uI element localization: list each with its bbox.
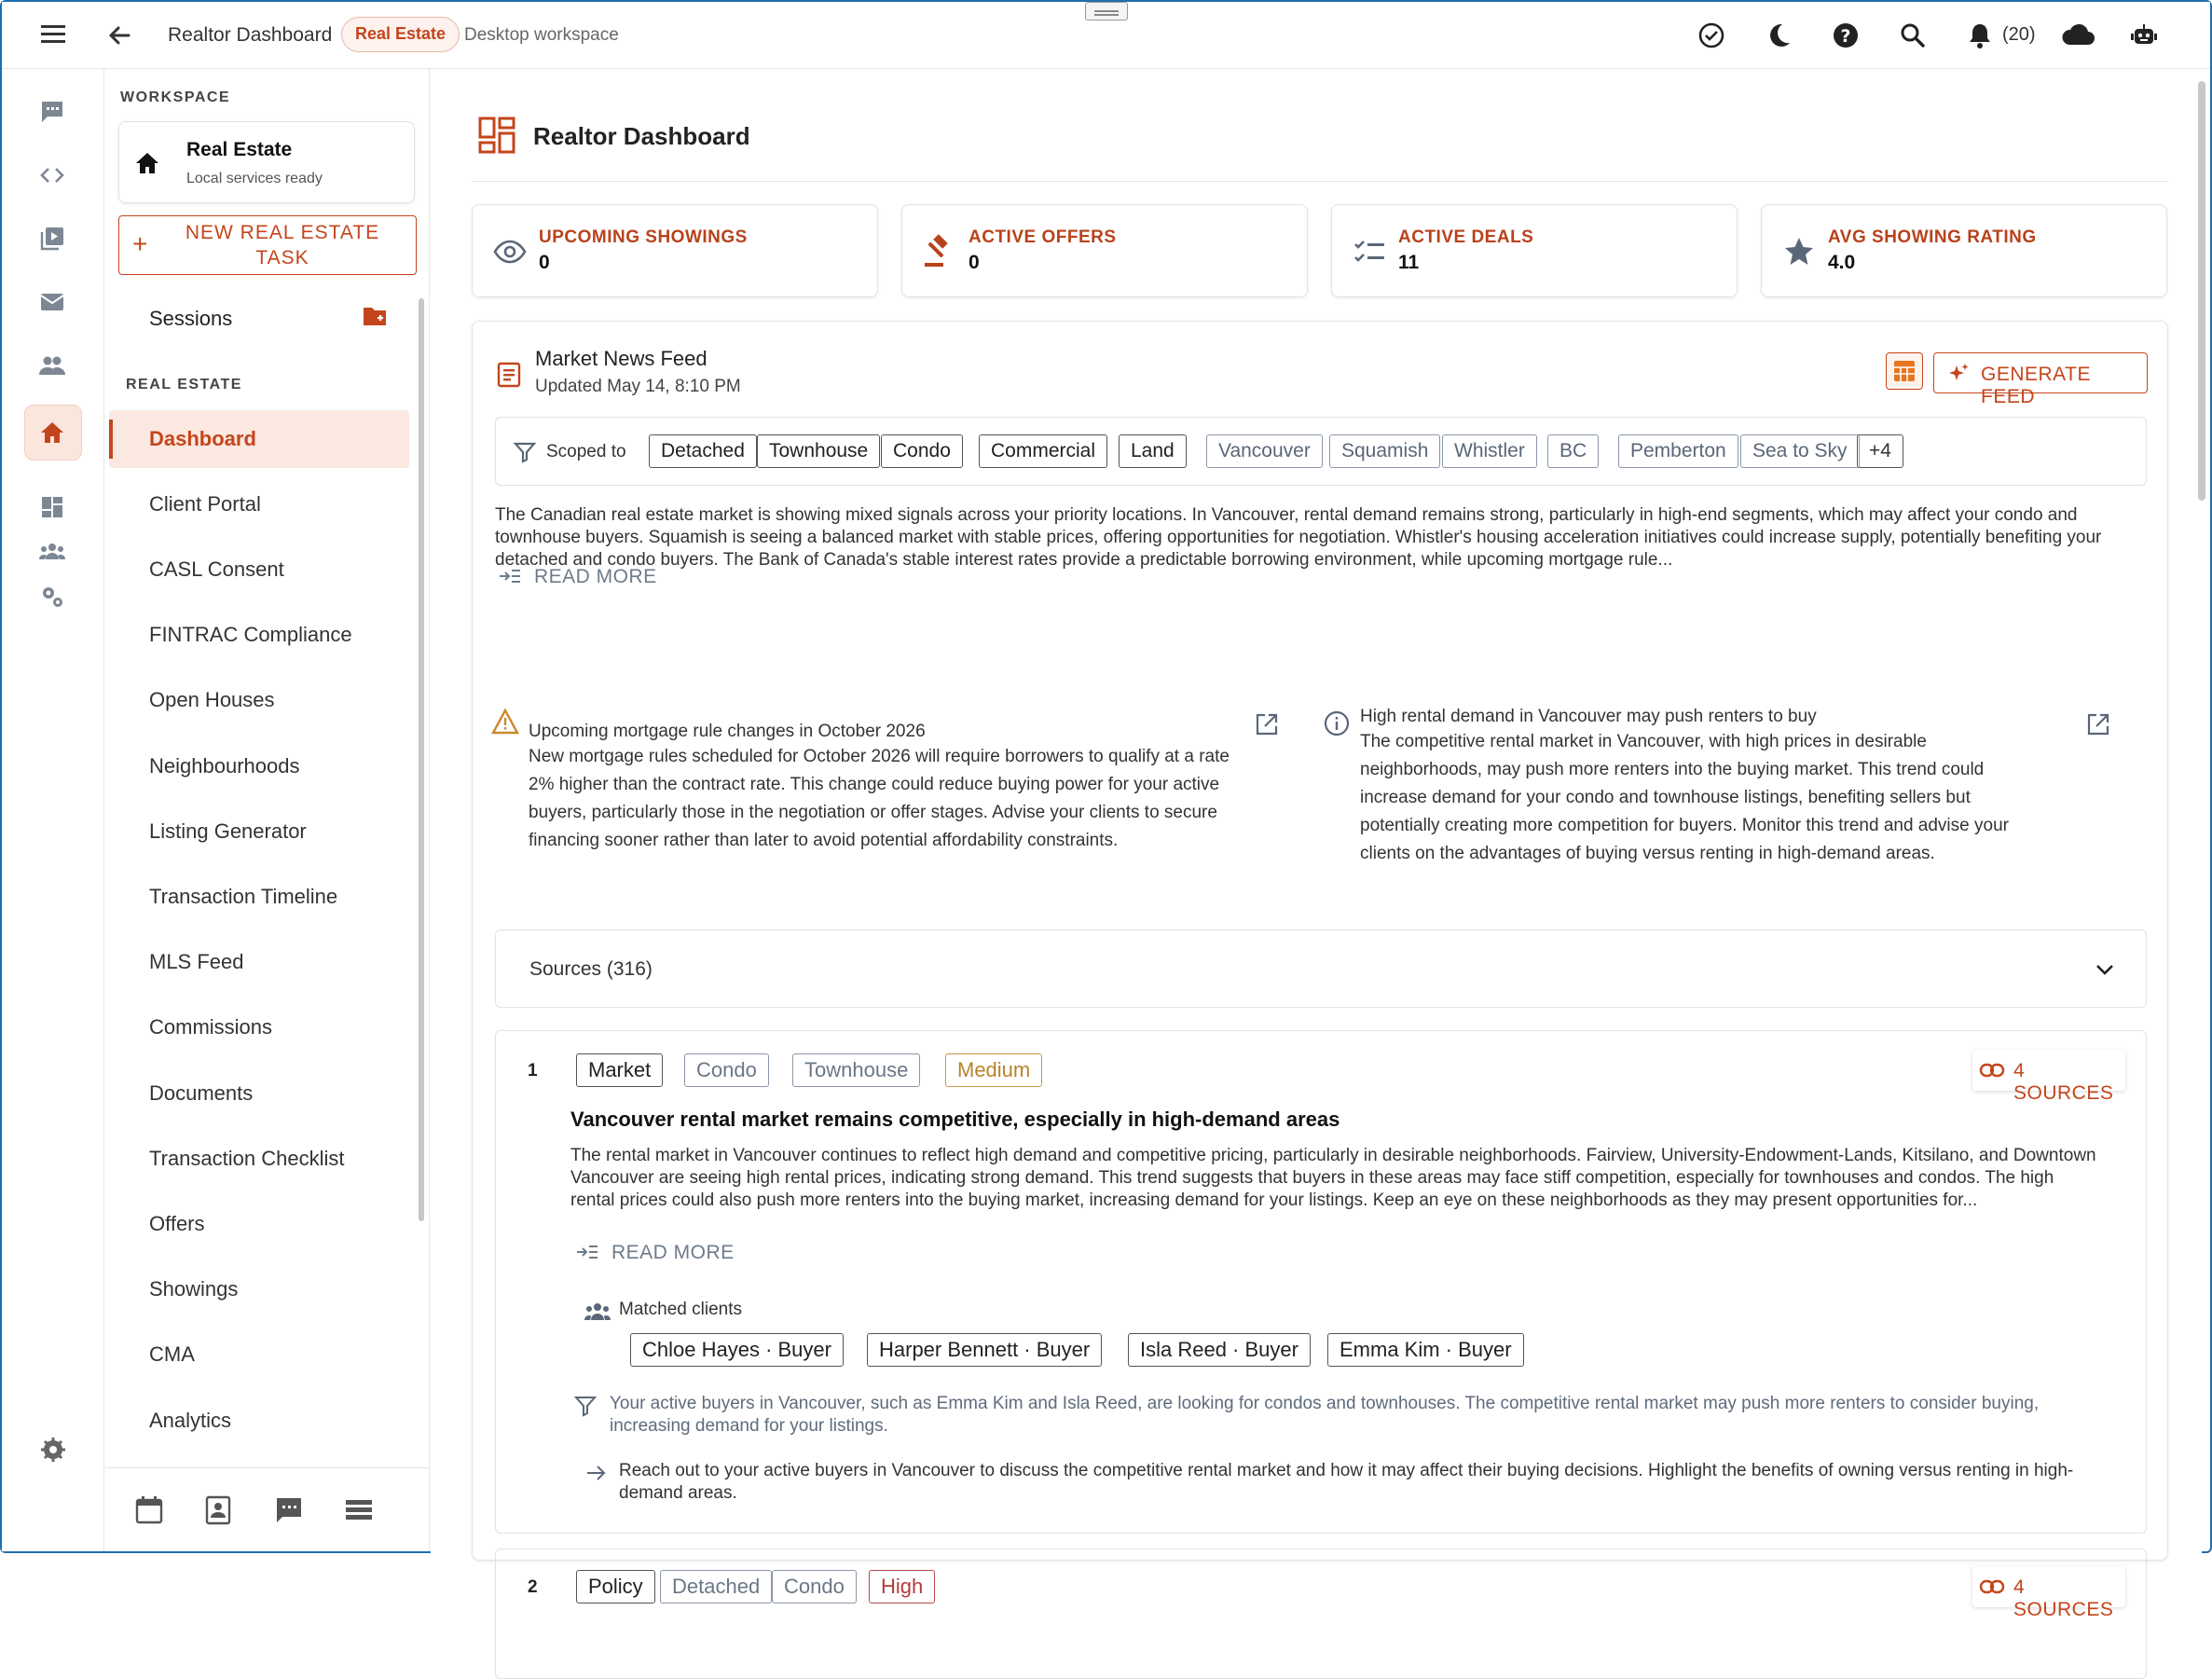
sources-count: 4 SOURCES <box>2013 1576 2114 1620</box>
alert-title: Upcoming mortgage rule changes in October 2026 <box>529 722 926 741</box>
stat-label: AVG SHOWING RATING <box>1828 227 2037 247</box>
sources-button[interactable] <box>1972 1566 2125 1620</box>
groups-icon[interactable] <box>37 537 67 567</box>
sidebar-item-cma[interactable]: CMA <box>149 1342 195 1366</box>
scope-location-chip[interactable]: Pemberton <box>1618 434 1738 468</box>
new-task-button[interactable] <box>118 215 417 275</box>
generate-feed-button[interactable] <box>1933 352 2148 407</box>
sparkle-icon <box>1947 363 1970 385</box>
page-title: Realtor Dashboard <box>533 122 750 150</box>
main-content <box>431 69 2202 1620</box>
sidebar-item-listing-generator[interactable]: Listing Generator <box>149 819 307 843</box>
sidebar-item-commissions[interactable]: Commissions <box>149 1015 273 1039</box>
stat-label: UPCOMING SHOWINGS <box>539 227 748 247</box>
action-note: Reach out to your active buyers in Vancouver to discuss the competitive rental market and how it may affect their buying decisions. Highlight the benefits of owning versus renting in high-demand areas. <box>619 1461 2074 1503</box>
news-item <box>495 1548 2147 1679</box>
workspace-name: Real Estate <box>186 139 293 160</box>
sidebar-item-casl-consent[interactable]: CASL Consent <box>149 557 284 581</box>
checklist-icon <box>1353 235 1386 268</box>
sidebar-item-neighbourhoods[interactable]: Neighbourhoods <box>149 754 300 778</box>
settings-icon[interactable] <box>39 1436 67 1464</box>
stat-card-upcoming-showings[interactable] <box>472 204 878 297</box>
chat-icon[interactable] <box>37 97 67 127</box>
left-rail <box>2 69 104 1551</box>
stat-value: 0 <box>969 252 980 273</box>
sidebar-item-documents[interactable]: Documents <box>149 1081 254 1105</box>
sources-button[interactable] <box>1972 1050 2125 1104</box>
menu-icon[interactable] <box>39 22 67 47</box>
sidebar-item-client-portal[interactable]: Client Portal <box>149 492 261 516</box>
sources-count: 4 SOURCES <box>2013 1060 2114 1104</box>
read-more-link[interactable]: READ MORE <box>499 566 657 588</box>
article-icon <box>495 361 523 389</box>
sidebar-item-dashboard[interactable]: Dashboard <box>109 410 409 468</box>
matched-clients-label: Matched clients <box>619 1300 743 1319</box>
new-folder-icon[interactable] <box>362 304 388 328</box>
settings-gears-icon[interactable] <box>37 582 67 612</box>
plus-icon: + <box>132 229 149 258</box>
client-chip[interactable]: Isla Reed · Buyer <box>1128 1333 1311 1367</box>
insight-note: Your active buyers in Vancouver, such as Emma Kim and Isla Reed, are looking for condos and townhouses. The competitive rental market may push more renters to consider buying, increasing demand for your listings. <box>610 1394 2040 1436</box>
item-body: The rental market in Vancouver continues to reflect high demand and competitive pricing, particularly in desirable neighborhoods. Fairview, University-Endowment-Lands, Kitsilano, and Downtown Vancouver are seeing high rental prices, indicating strong demand. This trend suggests that buyers in these areas may face stiff competition, especially for townhouses and condos. The high rental prices could also push more renters into the buying market, increasing demand for your listings. Keep an eye on these neighborhoods as they may present opportunities for... <box>570 1146 2096 1210</box>
real-estate-section-label: REAL ESTATE <box>126 377 242 392</box>
client-chip[interactable]: Harper Bennett · Buyer <box>867 1333 1102 1367</box>
stat-label: ACTIVE OFFERS <box>969 227 1117 247</box>
robot-icon[interactable] <box>2129 21 2159 50</box>
main-scroll-thumb[interactable] <box>2198 81 2205 501</box>
dark-mode-icon[interactable] <box>1764 21 1793 50</box>
workspace-label: WORKSPACE <box>120 89 231 105</box>
home-icon <box>134 150 160 176</box>
home-icon[interactable] <box>37 418 67 447</box>
main-scrollbar[interactable] <box>2196 81 2207 1545</box>
alert-card <box>529 721 1237 855</box>
stat-card-active-offers[interactable] <box>901 204 1308 297</box>
news-item <box>495 1030 2147 1534</box>
scope-location-chip[interactable]: BC <box>1547 434 1599 468</box>
people-icon[interactable] <box>37 351 67 380</box>
sidebar-item-transaction-checklist[interactable]: Transaction Checklist <box>149 1147 345 1170</box>
client-chip[interactable]: Emma Kim · Buyer <box>1327 1333 1524 1367</box>
scope-chip[interactable]: Townhouse <box>757 434 880 468</box>
help-icon[interactable] <box>1831 21 1861 50</box>
sidebar-item-open-houses[interactable]: Open Houses <box>149 688 275 711</box>
priority-tag: High <box>869 1570 935 1603</box>
sidebar-scroll-thumb[interactable] <box>419 298 424 1221</box>
video-library-icon[interactable] <box>37 224 67 254</box>
workspace-card[interactable] <box>118 121 415 203</box>
sidebar-scrollbar[interactable] <box>418 285 425 1451</box>
notification-count[interactable]: (20) <box>2002 24 2036 45</box>
info-icon <box>1323 709 1351 737</box>
list-icon[interactable] <box>343 1494 375 1526</box>
item-tag: Condo <box>772 1570 857 1603</box>
code-icon[interactable] <box>37 160 67 190</box>
alert-card <box>1360 706 2031 868</box>
stat-value: 4.0 <box>1828 252 1856 273</box>
expand-text-icon <box>499 568 521 585</box>
client-chip[interactable]: Chloe Hayes · Buyer <box>630 1333 844 1367</box>
feed-updated: Updated May 14, 8:10 PM <box>535 377 741 396</box>
star-icon <box>1782 235 1816 268</box>
scope-filter-bar <box>495 417 2147 486</box>
sidebar-item-mls-feed[interactable]: MLS Feed <box>149 950 244 973</box>
sources-label: Sources (316) <box>529 958 653 980</box>
sources-accordion[interactable] <box>495 929 2147 1008</box>
dashboard-icon <box>477 116 516 155</box>
read-more-link[interactable]: READ MORE <box>576 1242 735 1264</box>
scope-chip[interactable]: Commercial <box>979 434 1107 468</box>
scope-location-chip[interactable]: Squamish <box>1329 434 1440 468</box>
sidebar-item-showings[interactable]: Showings <box>149 1277 239 1301</box>
sidebar-bottom-toolbar <box>105 1467 430 1551</box>
contact-card-icon[interactable] <box>202 1494 234 1526</box>
more-locations-chip[interactable]: +4 <box>1857 434 1903 468</box>
drag-handle[interactable] <box>1085 2 1128 21</box>
divider <box>472 181 2168 182</box>
scope-location-chip[interactable]: Sea to Sky <box>1740 434 1860 468</box>
item-number: 2 <box>528 1577 538 1597</box>
search-icon[interactable] <box>1898 21 1928 50</box>
sidebar-item-transaction-timeline[interactable]: Transaction Timeline <box>149 885 338 908</box>
sidebar-item-analytics[interactable]: Analytics <box>149 1409 232 1432</box>
check-circle-icon[interactable] <box>1697 21 1726 50</box>
arrow-right-icon <box>585 1462 608 1484</box>
sessions-label[interactable]: Sessions <box>149 307 233 330</box>
stat-value: 11 <box>1398 252 1420 273</box>
item-tag: Detached <box>660 1570 772 1603</box>
open-external-icon[interactable] <box>1254 711 1280 737</box>
scope-location-chip[interactable]: Whistler <box>1442 434 1537 468</box>
new-task-label: NEW REAL ESTATE TASK <box>185 222 380 268</box>
top-bar <box>2 2 2210 69</box>
item-tag: Market <box>576 1053 663 1087</box>
item-tag: Policy <box>576 1570 655 1603</box>
breadcrumb-subtitle: Desktop workspace <box>464 25 619 45</box>
scope-chip[interactable]: Detached <box>649 434 757 468</box>
svg-text:?: ? <box>1840 26 1851 47</box>
sidebar-item-fintrac-compliance[interactable]: FINTRAC Compliance <box>149 623 352 646</box>
message-icon[interactable] <box>273 1494 305 1526</box>
dashboard-icon[interactable] <box>37 492 67 522</box>
feed-title: Market News Feed <box>535 347 708 370</box>
grid-icon <box>1893 360 1916 382</box>
generate-feed-label: GENERATE FEED <box>1981 364 2091 407</box>
priority-tag: Medium <box>945 1053 1042 1087</box>
scope-label: Scoped to <box>546 442 626 461</box>
scope-location-chip[interactable]: Vancouver <box>1206 434 1323 468</box>
warning-icon <box>491 708 519 736</box>
stat-card-avg-showing-rating[interactable] <box>1761 204 2167 297</box>
workspace-status: Local services ready <box>186 171 323 186</box>
open-external-icon[interactable] <box>2085 711 2111 737</box>
back-arrow-icon[interactable] <box>104 21 134 50</box>
item-number: 1 <box>528 1061 538 1080</box>
item-tag: Townhouse <box>792 1053 920 1087</box>
eye-icon <box>493 235 527 268</box>
calendar-grid-button[interactable] <box>1886 352 1923 390</box>
link-icon <box>1980 1061 2004 1080</box>
filter-icon <box>574 1395 597 1417</box>
stat-card-active-deals[interactable] <box>1331 204 1738 297</box>
feed-summary: The Canadian real estate market is showing mixed signals across your priority locations. In Vancouver, rental demand remains strong, particularly in high-end segments, which may affect your condo and townhouse buyers. Squamish is seeing a balanced market with stable prices, offering opportunities for negotiation. Whistler's housing acceleration initiatives could increase supply, potentially benefiting your detached and condo buyers. The Bank of Canada's stable interest rates provide a predictable borrowing environment, while upcoming mortgage rule... <box>495 505 2102 570</box>
expand-text-icon <box>576 1244 598 1260</box>
sidebar <box>105 69 430 1551</box>
workspace-pill[interactable]: Real Estate <box>341 17 460 52</box>
groups-icon <box>584 1300 611 1322</box>
scope-chip[interactable]: Land <box>1119 434 1187 468</box>
chevron-down-icon <box>2092 956 2118 983</box>
alert-title: High rental demand in Vancouver may push renters to buy <box>1360 707 1817 726</box>
item-tag: Condo <box>684 1053 769 1087</box>
gavel-icon <box>923 235 956 268</box>
market-news-feed <box>472 321 2168 1620</box>
sidebar-item-offers[interactable]: Offers <box>149 1212 205 1235</box>
scope-chip[interactable]: Condo <box>881 434 963 468</box>
filter-icon <box>513 440 537 464</box>
item-headline: Vancouver rental market remains competitive, especially in high-demand areas <box>570 1108 1340 1131</box>
stat-label: ACTIVE DEALS <box>1398 227 1534 247</box>
mail-icon[interactable] <box>37 287 67 317</box>
link-icon <box>1980 1577 2004 1596</box>
breadcrumb-title[interactable]: Realtor Dashboard <box>168 24 333 46</box>
cloud-icon[interactable] <box>2060 21 2095 50</box>
bell-icon[interactable] <box>1965 21 1995 50</box>
alert-body: The competitive rental market in Vancouver, with high prices in desirable neighborhoods, may push more renters into the buying market. This trend could increase demand for your condo and townhouse listings, benefiting sellers but potentially creating more competition for buyers. Monitor this trend and advise your clients on the advantages of buying versus renting in high-demand areas. <box>1360 732 2009 863</box>
alert-body: New mortgage rules scheduled for October 2026 will require borrowers to qualify at a rate 2% higher than the contract rate. This change could reduce buying power for your active buyers, particularly those in the negotiation or offer stages. Advise your clients to secure financing sooner rather than later to avoid potential affordability constraints. <box>529 747 1230 850</box>
calendar-icon[interactable] <box>133 1494 165 1526</box>
stat-value: 0 <box>539 252 550 273</box>
